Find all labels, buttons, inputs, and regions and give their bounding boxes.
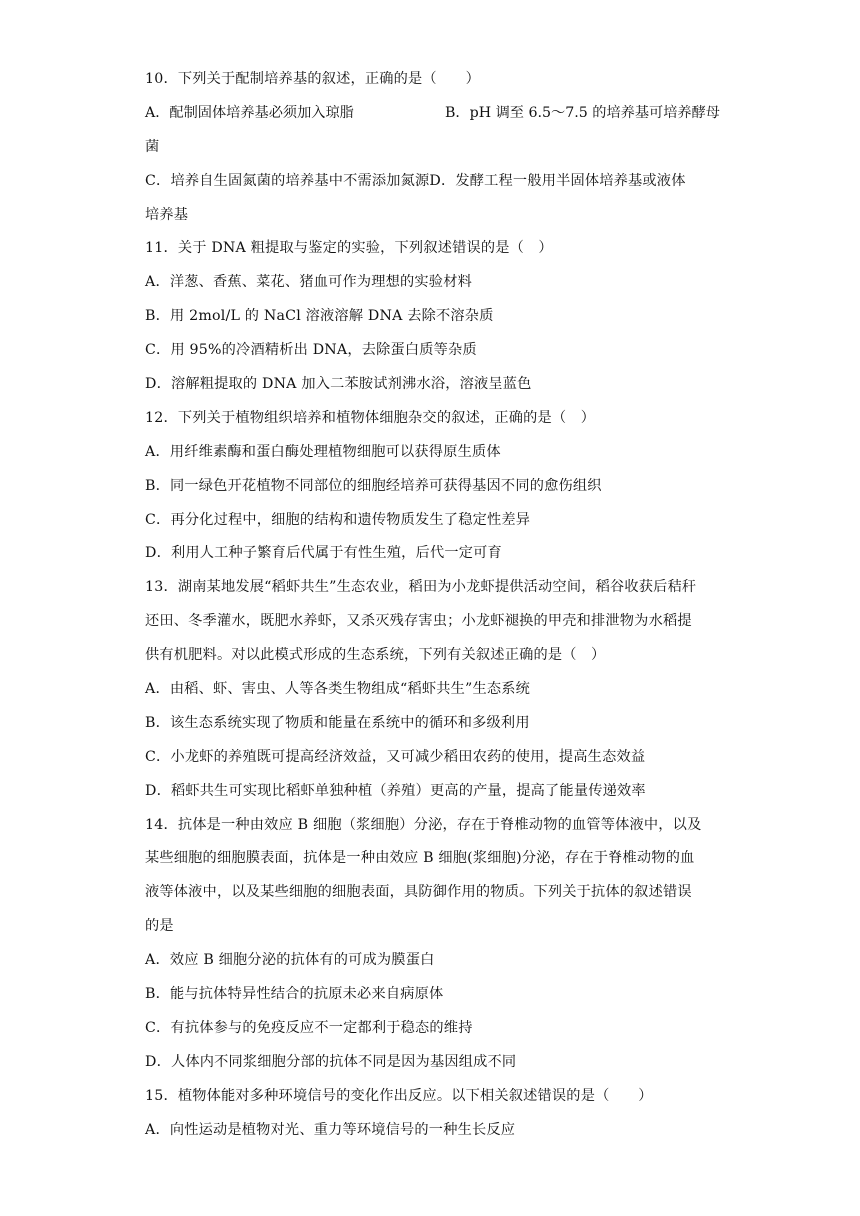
option-text: B．能与抗体特异性结合的抗原未必来自病原体 — [145, 986, 444, 1003]
option-text: A．效应 B 细胞分泌的抗体有的可成为膜蛋白 — [145, 952, 435, 969]
option-text: A．由稻、虾、害虫、人等各类生物组成“稻虾共生”生态系统 — [145, 681, 531, 698]
question-stem-line: 液等体液中，以及某些细胞的细胞表面，具防御作用的物质。下列关于抗体的叙述错误 — [145, 884, 692, 901]
option-text: A．洋葱、香蕉、菜花、猪血可作为理想的实验材料 — [145, 274, 472, 291]
question-stem-line: 供有机肥料。对以此模式形成的生态系统，下列有关叙述正确的是（ ） — [145, 647, 606, 664]
question-stem-line: 14．抗体是一种由效应 B 细胞（浆细胞）分泌，存在于脊椎动物的血管等体液中，以及 — [145, 816, 702, 833]
question-block — [145, 232, 720, 401]
option-text: D．利用人工种子繁育后代属于有性生殖，后代一定可育 — [145, 545, 502, 562]
option-text: D．稻虾共生可实现比稻虾单独种植（养殖）更高的产量，提高了能量传递效率 — [145, 782, 646, 799]
question-block — [145, 809, 720, 1080]
option-text: A．向性运动是植物对光、重力等环境信号的一种生长反应 — [145, 1121, 516, 1138]
question-stem-line: 的是 — [145, 918, 174, 935]
option-text: B．同一绿色开花植物不同部位的细胞经培养可获得基因不同的愈伤组织 — [145, 477, 602, 494]
option-text: C．有抗体参与的免疫反应不一定都利于稳态的维持 — [145, 1019, 473, 1036]
option-text: B．用 2mol/L 的 NaCl 溶液溶解 DNA 去除不溶杂质 — [145, 308, 494, 325]
question-stem-line: 11．关于 DNA 粗提取与鉴定的实验，下列叙述错误的是（ ） — [145, 240, 553, 257]
option-text: A．配制固体培养基必须加入琼脂 — [145, 104, 354, 121]
option-text: B．pH 调至 6.5～7.5 的培养基可培养酵母 — [445, 104, 720, 121]
option-text: 菌 — [145, 138, 160, 155]
option-text: A．用纤维素酶和蛋白酶处理植物细胞可以获得原生质体 — [145, 443, 501, 460]
option-text: B．该生态系统实现了物质和能量在系统中的循环和多级利用 — [145, 714, 530, 731]
question-block — [145, 571, 720, 808]
question-block — [145, 402, 720, 571]
option-text: C．培养自生固氮菌的培养基中不需添加氮源D．发酵工程一般用半固体培养基或液体 — [145, 172, 686, 189]
question-block — [145, 1080, 720, 1148]
option-text: C．用 95%的冷酒精析出 DNA，去除蛋白质等杂质 — [145, 342, 477, 359]
question-stem-line: 10．下列关于配制培养基的叙述，正确的是（ ） — [145, 71, 480, 87]
question-stem-line: 13．湖南某地发展“稻虾共生”生态农业，稻田为小龙虾提供活动空间，稻谷收获后秸秆 — [145, 579, 697, 596]
option-text: D．人体内不同浆细胞分部的抗体不同是因为基因组成不同 — [145, 1053, 517, 1070]
question-stem-line: 12．下列关于植物组织培养和植物体细胞杂交的叙述，正确的是（ ） — [145, 409, 596, 426]
option-text: C．再分化过程中，细胞的结构和遗传物质发生了稳定性差异 — [145, 511, 531, 528]
question-stem-line: 某些细胞的细胞膜表面，抗体是一种由效应 B 细胞(浆细胞)分泌，存在于脊椎动物的血 — [145, 850, 695, 867]
question-stem-line: 还田、冬季灌水，既肥水养虾，又杀灭残存害虫；小龙虾褪换的甲壳和排泄物为水稻提 — [145, 613, 692, 630]
question-stem-line: 15．植物体能对多种环境信号的变化作出反应。以下相关叙述错误的是（ ） — [145, 1087, 653, 1104]
question-block — [145, 63, 720, 232]
option-text: 培养基 — [145, 206, 189, 223]
option-text: C．小龙虾的养殖既可提高经济效益，又可减少稻田农药的使用，提高生态效益 — [145, 748, 646, 765]
option-row — [145, 97, 720, 131]
option-text: D．溶解粗提取的 DNA 加入二苯胺试剂沸水浴，溶液呈蓝色 — [145, 376, 532, 393]
exam-page — [145, 63, 720, 1148]
